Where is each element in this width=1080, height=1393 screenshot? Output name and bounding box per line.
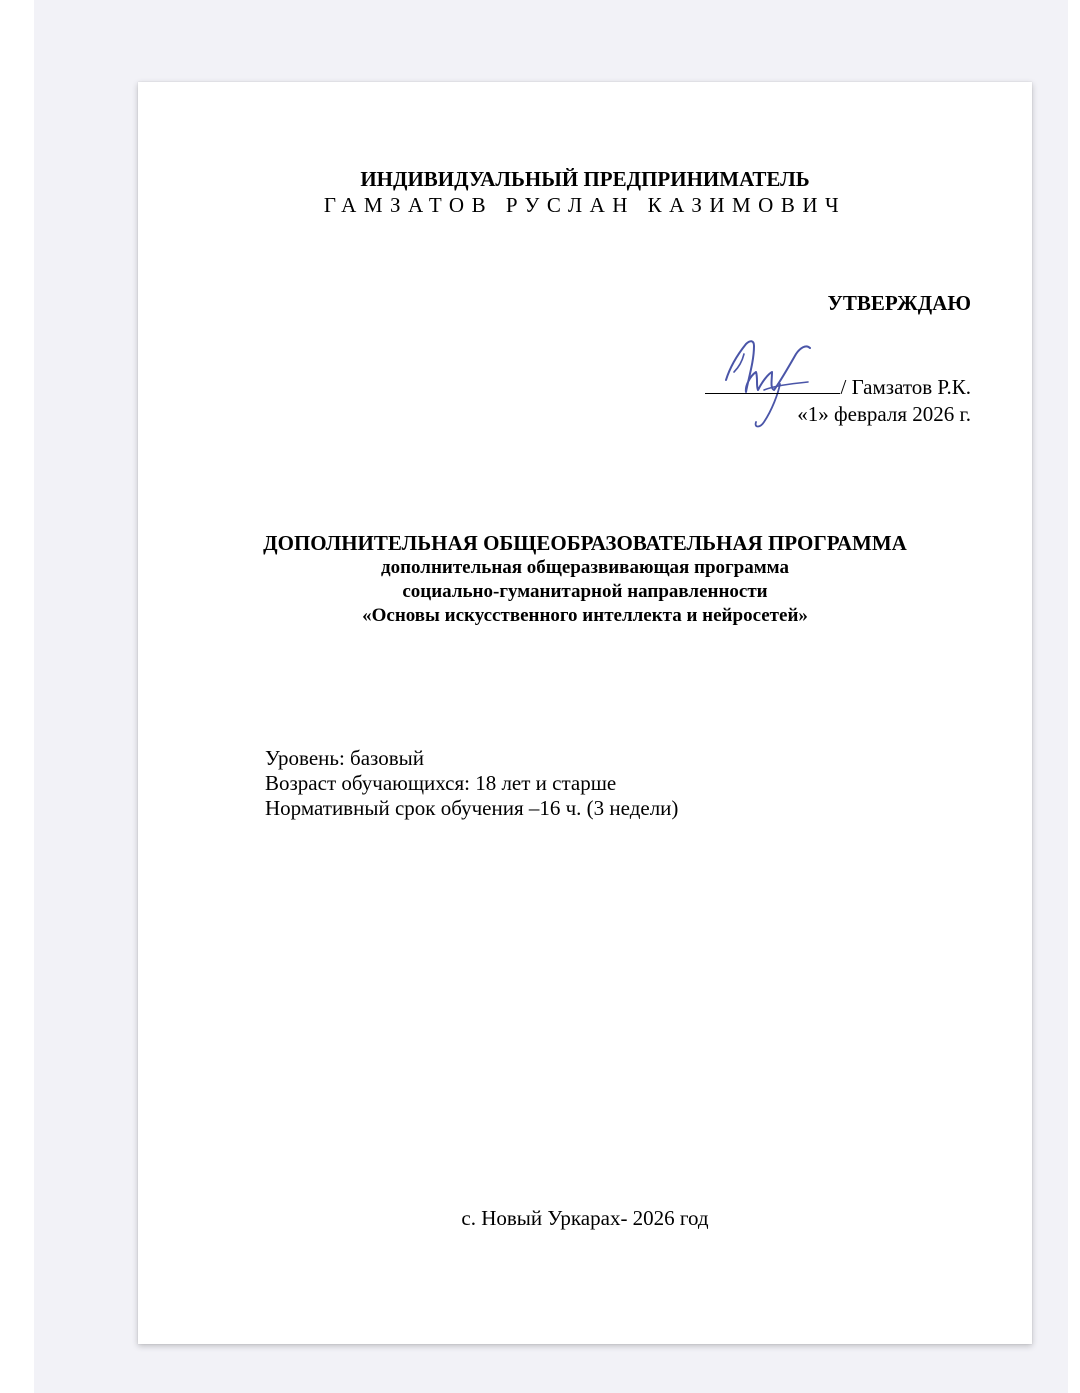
org-title: ИНДИВИДУАЛЬНЫЙ ПРЕДПРИНИМАТЕЛЬ [360,167,810,191]
program-parameters [265,746,678,821]
program-direction: социально-гуманитарной направленности [402,581,768,602]
signatory-name: / Гамзатов Р.К. [840,375,971,399]
program-type: дополнительная общеразвивающая программа [380,557,789,578]
signature-line [705,374,971,400]
program-title-block [138,530,1032,628]
document-viewer[interactable] [34,0,1068,1393]
document-page [138,82,1032,1344]
place-and-year: с. Новый Уркарах- 2026 год [461,1206,709,1230]
org-name: ГАМЗАТОВ РУСЛАН КАЗИМОВИЧ [323,193,847,217]
student-age: Возраст обучающихся: 18 лет и старше [265,771,617,795]
program-level: Уровень: базовый [265,746,424,770]
approval-date: «1» февраля 2026 г. [797,402,971,426]
program-title: ДОПОЛНИТЕЛЬНАЯ ОБЩЕОБРАЗОВАТЕЛЬНАЯ ПРОГРАММА [263,531,907,555]
study-duration: Нормативный срок обучения –16 ч. (3 недели) [265,796,679,820]
approval-label: УТВЕРЖДАЮ [827,291,971,315]
program-name: «Основы искусственного интеллекта и нейросетей» [362,605,808,626]
signature-blank [705,375,840,394]
